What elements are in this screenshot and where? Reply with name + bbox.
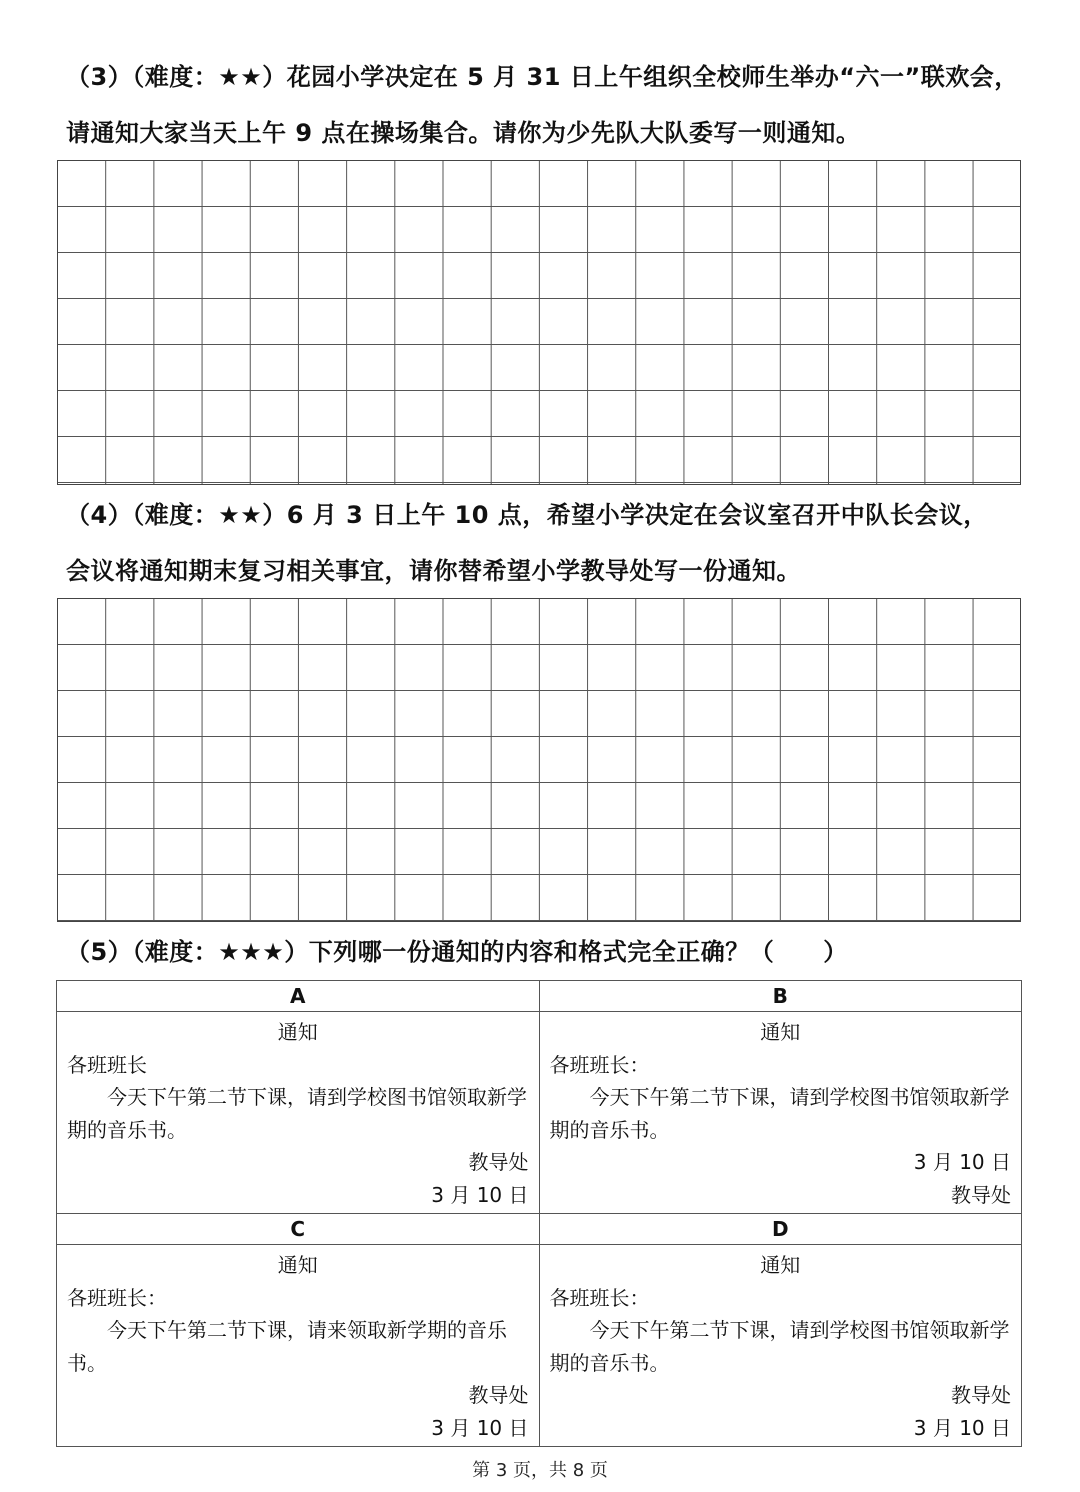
q4-line2: 会议将通知期末复习相关事宜，请你替希望小学教导处写一份通知。 (66, 557, 801, 585)
notice-title: 通知 (277, 1020, 318, 1044)
q3-line1: （3）（难度：★★）花园小学决定在 5 月 31 日上午组织全校师生举办“六一”联欢会， (66, 63, 1019, 91)
q3-line2: 请通知大家当天上午 9 点在操场集合。请你为少先队大队委写一则通知。 (66, 119, 861, 147)
notice-body: 今天下午第二节下课，请到学校图书馆领取新学期的音乐书。 (549, 1318, 1010, 1375)
notice-title: 通知 (760, 1253, 801, 1277)
q4-line1: （4）（难度：★★）6 月 3 日上午 10 点，希望小学决定在会议室召开中队长会议， (66, 501, 988, 529)
notice-body: 今天下午第二节下课，请来领取新学期的音乐书。 (67, 1318, 507, 1375)
options-table (56, 980, 1022, 1447)
notice-sign1: 教导处 (951, 1383, 1011, 1407)
q3-writing-grid[interactable] (57, 160, 1021, 485)
option-a-header[interactable]: A (57, 981, 540, 1012)
notice-sign1: 教导处 (468, 1383, 529, 1407)
notice-body: 今天下午第二节下课，请到学校图书馆领取新学期的音乐书。 (67, 1085, 527, 1142)
notice-sign2: 3 月 10 日 (913, 1415, 1011, 1440)
q5-question: （5）（难度：★★★）下列哪一份通知的内容和格式完全正确？（ ） (66, 938, 848, 966)
option-c-notice (57, 1245, 540, 1447)
notice-greeting: 各班班长 (67, 1052, 147, 1077)
option-d-header[interactable]: D (539, 1214, 1022, 1245)
q4-writing-grid[interactable] (57, 598, 1021, 922)
notice-title: 通知 (760, 1020, 801, 1044)
notice-greeting: 各班班长： (549, 1285, 650, 1310)
notice-sign2: 3 月 10 日 (431, 1415, 529, 1440)
option-b-header[interactable]: B (539, 981, 1022, 1012)
notice-greeting: 各班班长： (67, 1285, 167, 1310)
option-c-header[interactable]: C (57, 1214, 540, 1245)
notice-sign2: 3 月 10 日 (431, 1182, 529, 1207)
option-a-notice (57, 1012, 540, 1214)
notice-sign2: 教导处 (951, 1182, 1011, 1207)
notice-title: 通知 (277, 1253, 318, 1277)
notice-greeting: 各班班长： (549, 1052, 650, 1077)
option-d-notice (539, 1245, 1022, 1447)
page-footer: 第 3 页，共 8 页 (472, 1460, 608, 1481)
notice-sign1: 教导处 (468, 1150, 529, 1174)
notice-body: 今天下午第二节下课，请到学校图书馆领取新学期的音乐书。 (549, 1085, 1010, 1142)
option-b-notice (539, 1012, 1022, 1214)
notice-sign1: 3 月 10 日 (913, 1150, 1011, 1174)
